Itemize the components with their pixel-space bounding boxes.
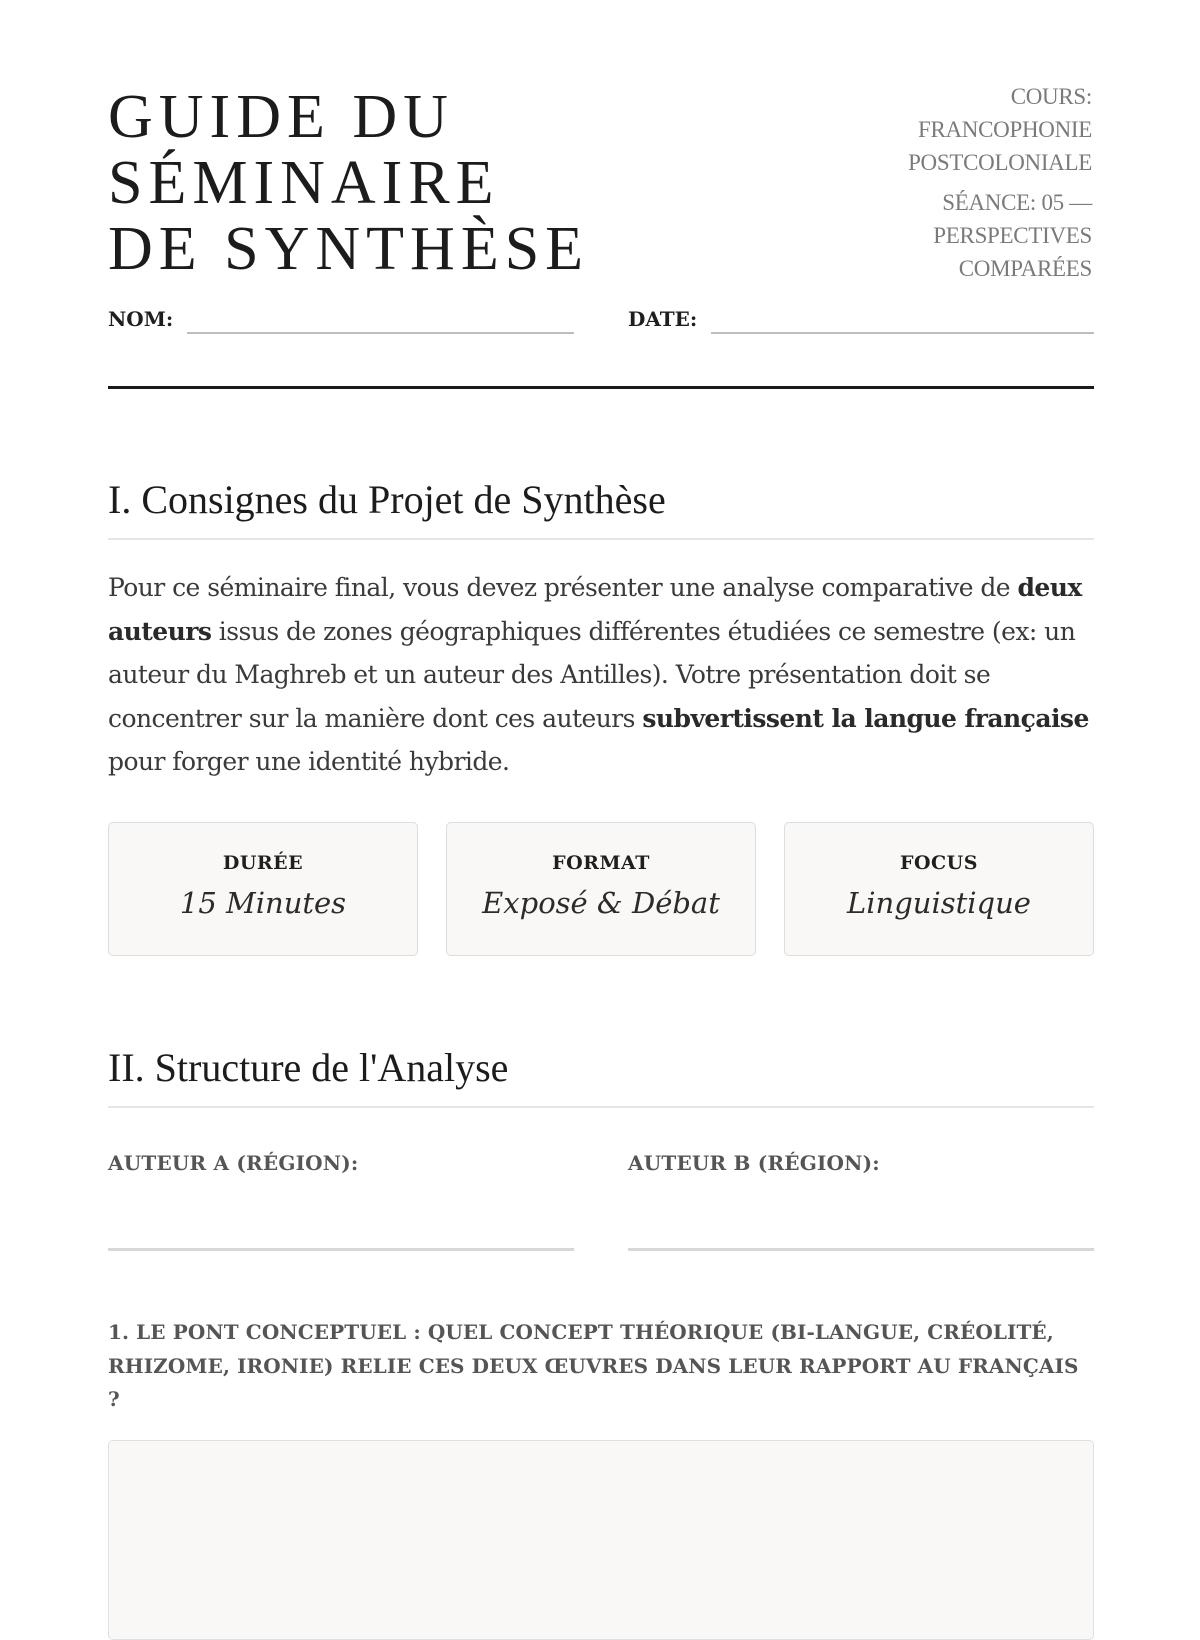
author-a-field bbox=[108, 1150, 574, 1251]
date-input-line[interactable] bbox=[711, 332, 1094, 334]
question-1: 1. LE PONT CONCEPTUEL : QUEL CONCEPT THÉORIQUE (BI-LANGUE, CRÉOLITÉ, RHIZOME, IRONIE) RELIE CES DEUX ŒUVRES DANS LEUR RAPPORT AU FRANÇAIS ? bbox=[108, 1320, 1079, 1411]
section-2-title: II. Structure de l'Analyse bbox=[108, 1042, 1094, 1108]
answer-box-1[interactable] bbox=[108, 1440, 1094, 1640]
identity-row bbox=[108, 296, 1094, 336]
name-input-line[interactable] bbox=[187, 332, 574, 334]
name-label: NOM: bbox=[108, 307, 174, 331]
session-info bbox=[834, 186, 1092, 285]
card-value: Exposé & Débat bbox=[482, 886, 720, 920]
info-cards bbox=[108, 822, 1094, 956]
date-field bbox=[628, 306, 1094, 336]
format-card bbox=[446, 822, 756, 956]
header-divider bbox=[108, 386, 1094, 389]
card-label: FORMAT bbox=[552, 852, 650, 874]
intro-text-3: pour forger une identité hybride. bbox=[108, 747, 510, 776]
author-a-label: AUTEUR A (RÉGION): bbox=[108, 1151, 359, 1175]
course-info bbox=[834, 80, 1092, 285]
date-label: DATE: bbox=[628, 307, 698, 331]
title-line-2: DE SYNTHÈSE bbox=[108, 215, 590, 283]
intro-bold-1: deux auteurs bbox=[108, 573, 1082, 646]
course-name bbox=[834, 80, 1092, 179]
author-b-label: AUTEUR B (RÉGION): bbox=[628, 1151, 880, 1175]
instructions-paragraph bbox=[108, 566, 1094, 784]
card-value: 15 Minutes bbox=[179, 886, 347, 920]
duration-card bbox=[108, 822, 418, 956]
author-b-input-line[interactable] bbox=[628, 1248, 1094, 1251]
session-line-1: SÉANCE: 05 — bbox=[942, 190, 1092, 215]
header bbox=[108, 80, 1092, 283]
page-title bbox=[108, 80, 834, 282]
card-label: FOCUS bbox=[900, 852, 978, 874]
section-1-title: I. Consignes du Projet de Synthèse bbox=[108, 474, 1094, 540]
intro-bold-2: subvertissent la langue française bbox=[642, 703, 1089, 733]
focus-card bbox=[784, 822, 1094, 956]
course-line-1: COURS: FRANCOPHONIE bbox=[917, 84, 1092, 142]
session-line-3: COMPARÉES bbox=[958, 256, 1092, 281]
card-value: Linguistique bbox=[847, 886, 1031, 920]
author-b-field bbox=[628, 1150, 1094, 1251]
name-field bbox=[108, 306, 574, 336]
session-line-2: PERSPECTIVES bbox=[933, 223, 1092, 248]
course-line-2: POSTCOLONIALE bbox=[908, 150, 1092, 175]
authors-row bbox=[108, 1150, 1094, 1251]
author-a-input-line[interactable] bbox=[108, 1248, 574, 1251]
intro-text-1: Pour ce séminaire final, vous devez présenter une analyse comparative de bbox=[108, 573, 1018, 602]
title-line-1: GUIDE DU SÉMINAIRE bbox=[108, 83, 500, 217]
intro-text-2: issus de zones géographiques différentes étudiées ce semestre (ex: un auteur du Maghreb et un auteur des Antilles). Votre présentation doit se concentrer sur la manière dont ces auteurs bbox=[108, 616, 1076, 733]
card-label: DURÉE bbox=[222, 852, 304, 874]
